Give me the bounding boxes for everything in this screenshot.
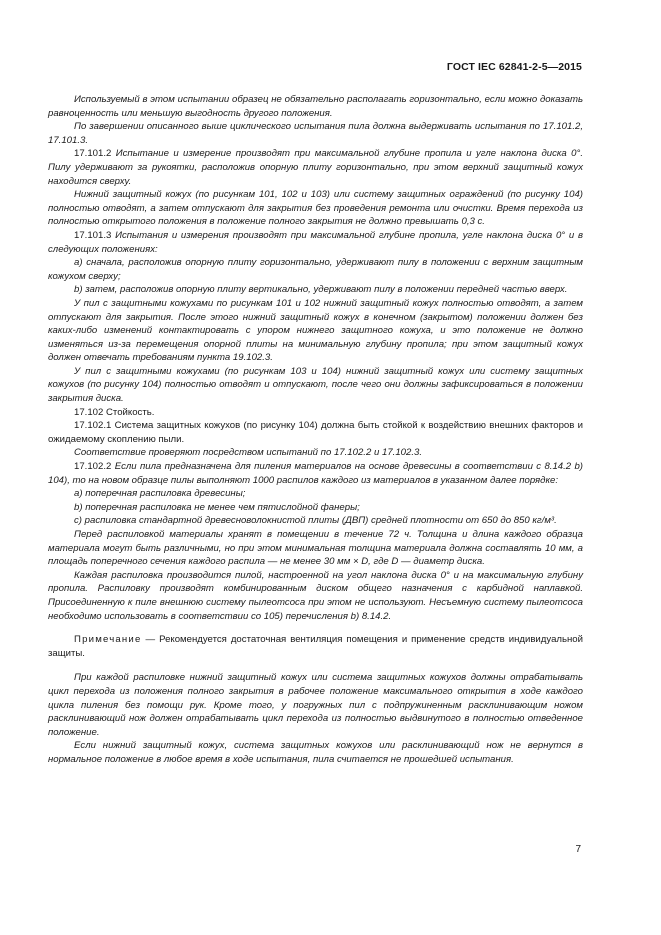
note [48, 633, 583, 660]
paragraph: Перед распиловкой материалы хранят в помещении в течение 72 ч. Толщина и длина каждого образца материала могут быть различными, но при этом минимальная толщина материала должна составлять 10 мм, а площадь поперечного сечения каждого распила — не менее 30 мм × D, где D — диаметр диска. [48, 529, 583, 568]
note-text: — Рекомендуется достаточная вентиляция помещения и применение средств индивидуальной защиты. [48, 634, 583, 659]
paragraph: При каждой распиловке нижний защитный кожух или система защитных кожухов должны отрабатывать цикл перехода из положения полного закрытия в рабочее положение максимального открытия в ходе каждого цикла пиления без помощи рук. Кроме того, у погружных пил с подпружиненным расклинивающим ножом расклинивающий нож должен отрабатывать цикл перехода из полностью выдвинутого в полностью отведенное положение. [48, 672, 583, 738]
paragraph [48, 229, 583, 256]
section-heading: 17.102 Стойкость. [74, 406, 155, 418]
list-item: b) затем, расположив опорную плиту вертикально, удерживают пилу в положении передней частью вверх. [74, 284, 568, 296]
clause-text: Испытания и измерения производят при максимальной глубине пропила, угле наклона диска 0° и в следующих положениях: [48, 229, 583, 255]
list-item: a) поперечная распиловка древесины; [74, 488, 246, 500]
clause-number: 17.101.2 [74, 148, 116, 160]
list-item: a) сначала, расположив опорную плиту горизонтально, удерживают пилу в положении с верхним защитным кожухом сверху; [48, 257, 583, 282]
note-label: Примечание [74, 634, 142, 646]
page-number: 7 [575, 844, 581, 855]
paragraph: Нижний защитный кожух (по рисункам 101, 102 и 103) или систему защитных ограждений (по рисунку 104) полностью отводят, а затем отпускают для закрытия без проведения ремонта или очистки. Время перехода из полностью открытого положения в положение полного закрытия не должно превышать 0,3 с. [48, 189, 583, 228]
clause-number: 17.102.2 [74, 461, 115, 473]
paragraph [48, 147, 583, 188]
paragraph: У пил с защитными кожухами (по рисункам 103 и 104) нижний защитный кожух или систему защитных кожухов (по рисунку 104) полностью отводят и отпускают, после чего они должны зафиксироваться в положении закрытия диска. [48, 365, 583, 405]
paragraph: Соответствие проверяют посредством испытаний по 17.102.2 и 17.102.3. [74, 447, 422, 459]
list-item: b) поперечная распиловка не менее чем пятислойной фанеры; [74, 501, 360, 513]
paragraph: У пил с защитными кожухами по рисункам 101 и 102 нижний защитный кожух полностью отводят, а затем отпускают для закрытия. После этого нижний защитный кожух в конечном (закрытом) положении должен без каких-либо изменений контактировать с упором нижнего защитного кожуха, и это положение не должно изменяться из-за перемещения опорной плиты на минимальную глубину пропила; при этом защитный кожух должен отвечать требованиям пункта 19.102.3. [48, 297, 583, 364]
paragraph: Если нижний защитный кожух, система защитных кожухов или расклинивающий нож не вернутся в нормальное положение в любое время в ходе испытания, пила считается не прошедшей испытания. [48, 740, 583, 765]
clause-text: Если пила предназначена для пиления материалов на основе древесины в соответствии с 8.14.2 b) 104), то на новом образце пилы выполняют 1000 распилов каждого из материалов в указанном далее порядке: [48, 461, 583, 486]
paragraph: По завершении описанного выше циклического испытания пила должна выдерживать испытания по 17.101.2, 17.101.3. [48, 121, 583, 146]
document-body [48, 93, 583, 767]
paragraph: 17.102.1 Система защитных кожухов (по рисунку 104) должна быть стойкой к воздействию внешних факторов и ожидаемому скоплению пыли. [48, 420, 583, 445]
list-item: c) распиловка стандартной древесноволокнистой плиты (ДВП) средней плотности от 650 до 850 кг/м³. [74, 515, 557, 527]
clause-number: 17.101.3 [74, 229, 116, 241]
document-header: ГОСТ IEC 62841-2-5—2015 [446, 61, 582, 73]
paragraph: Каждая распиловка производится пилой, настроенной на угол наклона диска 0° и на максимальную глубину пропила. Распиловку производят комбинированным диском общего назначения с карбидной наплавкой. Присоединенную к пиле внешнюю систему пылеотсоса при этом не используют. Несъемную систему пылеотсоса необходимо использовать в соответствии со 105) перечисления b) 8.14.2. [48, 569, 583, 622]
clause-text: Испытание и измерение производят при максимальной глубине пропила и угле наклона диска 0°. Пилу удерживают за рукоятки, расположив опорную плиту горизонтально, при этом верхний защитный кожух находится сверху. [48, 148, 583, 187]
paragraph: Используемый в этом испытании образец не обязательно располагать горизонтально, если можно доказать равноценность или меньшую выгодность другого положения. [48, 94, 583, 119]
paragraph [48, 460, 583, 487]
